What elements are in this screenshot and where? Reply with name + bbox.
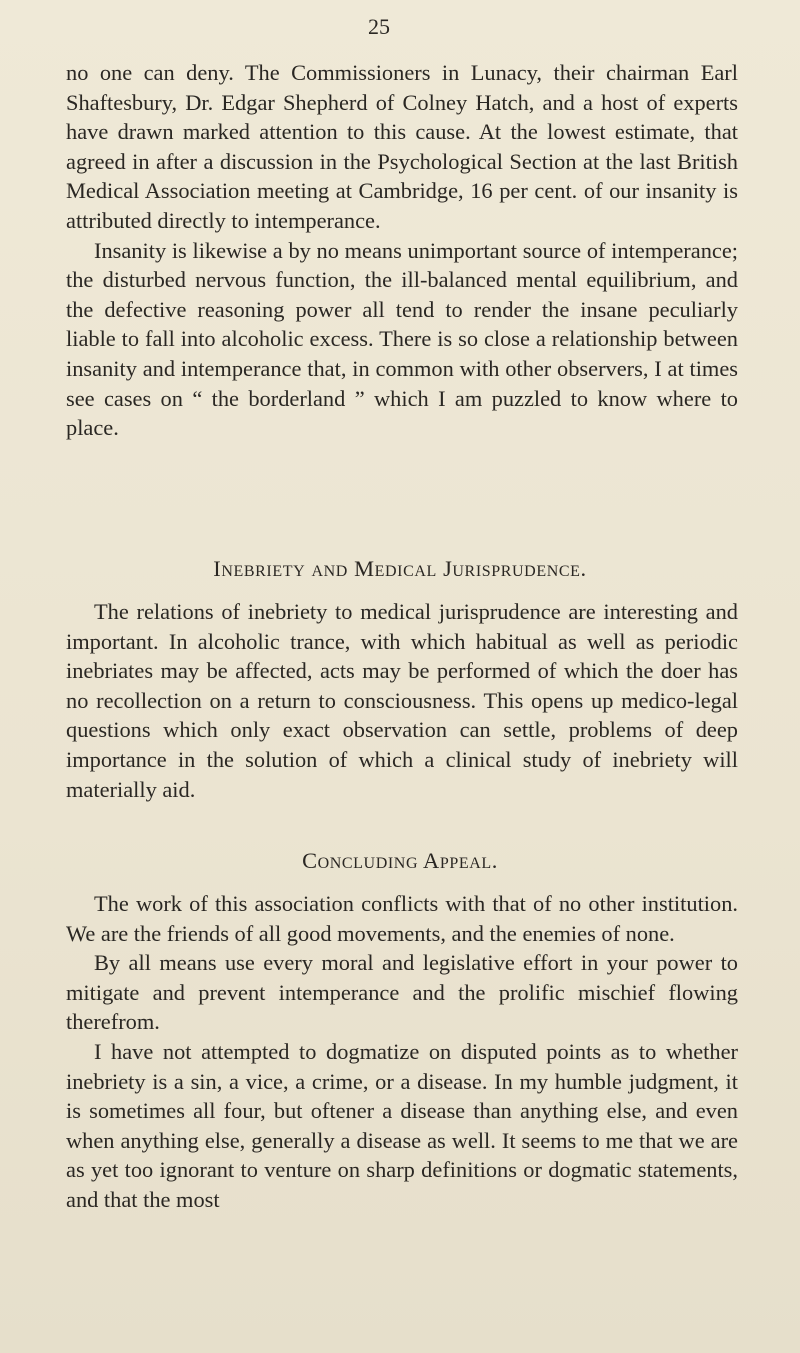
page-number: 25 <box>368 14 390 39</box>
section-concluding-appeal <box>66 889 738 1215</box>
paragraph: The relations of inebriety to medical jurisprudence are interesting and important. In alcoholic trance, with which habitual as well as periodic inebriates may be affected, acts may be performed of which the doer has no recollection on a return to consciousness. This opens up medico-legal questions which only exact observation can settle, problems of deep importance in the solution of which a clinical study of inebriety will materially aid. <box>66 599 738 802</box>
section-heading-concluding-appeal: Concluding Appeal. <box>302 848 498 873</box>
paragraph: Insanity is likewise a by no means unimportant source of intemperance; the disturbed nervous function, the ill-balanced mental equilibrium, and the defective reasoning power all tend to render the insane peculiarly liable to fall into alcoholic excess. There is so close a relationship between insanity and intemperance that, in common with other observers, I at times see cases on “ the borderland ” which I am puzzled to know where to place. <box>66 237 738 441</box>
section-inebriety-jurisprudence <box>66 597 738 804</box>
section-heading-inebriety-jurisprudence: Inebriety and Medical Jurisprudence. <box>213 556 587 581</box>
paragraph: I have not attempted to dogmatize on disputed points as to whether inebriety is a sin, a vice, a crime, or a disease. In my humble judgment, it is sometimes all four, but oftener a disease than anything else, and even when anything else, generally a disease as well. It seems to me that we are as yet too ignorant to venture on sharp definitions or dogmatic statements, and that the most <box>66 1038 738 1212</box>
paragraph: By all means use every moral and legislative effort in your power to mitigate and prevent intemperance and the prolific mischief flowing therefrom. <box>66 950 738 1035</box>
section-continuation <box>66 58 738 443</box>
paragraph: The work of this association conflicts with that of no other institution. We are the friends of all good movements, and the enemies of none. <box>66 891 738 946</box>
paragraph: no one can deny. The Commissioners in Lunacy, their chairman Earl Shaftesbury, Dr. Edgar Shepherd of Colney Hatch, and a host of experts have drawn marked attention to this cause. At the lowest estimate, that agreed in after a discussion in the Psychological Section at the last British Medical Association meeting at Cambridge, 16 per cent. of our insanity is attributed directly to intemperance. <box>66 60 738 233</box>
